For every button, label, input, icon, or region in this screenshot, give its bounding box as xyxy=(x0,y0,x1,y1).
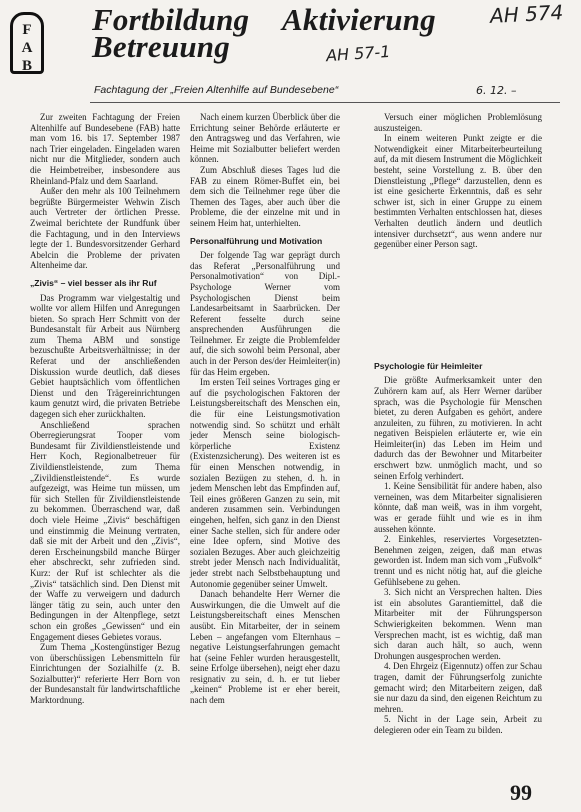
paragraph: Der folgende Tag war geprägt durch das Referat „Personalführung und Personalmotivation“ von Dipl.-Psychologe Werner vom Psychologischen Dienst beim Landesarbeitsamt in Saarbrücken. Der Referent fesselte durch seine ansprechenden Ausführungen die Teilnehmer. Er zeigte die Problemfelder auf, die sich sowohl beim Personal, aber auch in der Person des/der Heimleiter(in) für das Heim ergeben. xyxy=(190,250,340,377)
list-item: 3. Sich nicht an Versprechen halten. Dies ist ein absolutes Garantiemittel, daß die Mitarbeiter mit der Führungsperson Schwierigkeiten bekommen. Wenn man Versprechen macht, ist es wichtig, daß man sich daran auch hält, so auch, wenn Drohungen ausgesprochen werden. xyxy=(374,587,542,661)
paragraph: Danach behandelte Herr Werner die Auswirkungen, die die Umwelt auf die Leistungsbereitschaft eines Menschen ausübt. Ein Mitarbeiter, der in seinem Leben – angefangen vom Elternhaus – negative Leistungserfahrungen gemacht hat (seine Fehler wurden herausgestellt, seine Erfolge übersehen), neigt eher dazu resignativ zu sein, d. h. er tut lieber „keinen“ Probleme ist er eher bereit, nach dem xyxy=(190,589,340,706)
fab-logo xyxy=(10,12,44,74)
header-divider xyxy=(90,102,560,103)
logo-letter-f: F xyxy=(22,22,32,38)
paragraph: Außer den mehr als 100 Teilnehmern begrüßte Bürgermeister Wehwin Zisch auch Vertreter der örtlichen Presse. Zweimal berichtete der Rundfunk über die Fachtagung, und in den Interviews legte der 1. Bundesvorsitzender Gerhard Abelcin die Probleme der privaten Altenheime dar. xyxy=(30,186,180,271)
list-item: 4. Den Ehrgeiz (Eigennutz) offen zur Schau tragen, damit der Führungserfolg zunichte gemacht wird; den Mitarbeitern zeigen, daß sie nur dazu da sind, den eigenen Reichtum zu mehren. xyxy=(374,661,542,714)
list-item: 5. Nicht in der Lage sein, Arbeit zu delegieren oder ein Team zu bilden. xyxy=(374,714,542,735)
paragraph: Die größte Aufmerksamkeit unter den Zuhörern kam auf, als Herr Werner darüber sprach, was die Psychologie für Menschen bietet, zu deren Aufgaben es gehört, andere anzuleiten, zu führen, zu motivieren. In acht negativen Beispielen erläuterte er, wie ein Heimleiter(in) das Leben im Heim und dadurch das der Bewohner und Mitarbeiter erschwert bzw. unmöglich macht, und so seinen Erfolg verhindert. xyxy=(374,375,542,481)
section-heading-personalfuehrung: Personalführung und Motivation xyxy=(190,235,323,246)
title-line-2: Betreuung xyxy=(92,29,230,64)
title-line-1: Fortbildung Aktivierung xyxy=(92,2,436,37)
column-3 xyxy=(374,112,542,736)
paragraph: Zur zweiten Fachtagung der Freien Altenhilfe auf Bundesebene (FAB) hatte man vom 16. bis 17. September 1987 nach Trier eingeladen. Eingeladen waren nicht nur die Mitglieder, sondern auch die Heimbetreiber, insbesondere aus Rheinland-Pfalz und dem Saarland. xyxy=(30,112,180,186)
column-1 xyxy=(30,112,180,706)
list-item: 2. Einkehles, reserviertes Vorgesetzten-Benehmen zeigen, zeigen, daß man etwas geworden ist. Indem man sich vom „Fußvolk“ trennt und es nicht nötig hat, auf die gleiche Gefühlsebene zu gehen. xyxy=(374,534,542,587)
paragraph: Im ersten Teil seines Vortrages ging er auf die psychologischen Faktoren der Leistungsbereitschaft des Menschen ein, die für eine Leistungsmotivation notwendig sind. So schützt und erhält jeder Mensch seine biologisch-körperliche Existenz (Existenzsicherung). Des weiteren ist es für einen Menschen notwendig, in sozialen Bezügen zu stehen, d. h. in jedem Menschen lebt das Empfinden auf, Teil eines größeren Ganzen zu sein, mit anderen zusammen sein. Verbindungen eingehen, helfen, sich ganz in den Dienst einer Sache stellen, sich für andere oder eine Idee opfern, sind Motive des sozialen Bezuges. Aber auch gleichzeitig strebt jeder Mensch nach Individualität, jeder strebt nach Selbstbehauptung und Autonomie gegenüber seiner Umwelt. xyxy=(190,377,340,589)
paragraph: Zum Abschluß dieses Tages lud die FAB zu einem Römer-Buffet ein, bei dem sich die Teilnehmer rege über die Themen des Tages, aber auch über die Probleme, die der einzelne mit und in seinem Heim hat, unterhielten. xyxy=(190,164,340,228)
paragraph: Versuch einer möglichen Problemlösung auszusteigen. xyxy=(374,112,542,133)
paragraph: Das Programm war vielgestaltig und wollte vor allem Hilfen und Anregungen bieten. So sprach Herr Schmitt von der Bundesanstalt für Arbeit aus Nürnberg zum Thema ABM und sonstige bezuschußte Arbeitsverhältnisse; in der Referat und der anschließenden Diskussion wurde deutlich, daß dieses Gebiet hauptsächlich vom öffentlichen Dienst und den Trägereinrichtungen kaum genutzt wird, die privaten Betriebe dagegen sich eher zurückhalten. xyxy=(30,292,180,420)
logo-letter-a: A xyxy=(21,40,33,56)
handwritten-mark-middle: AH 57-1 xyxy=(325,41,391,66)
paragraph: Nach einem kurzen Überblick über die Errichtung seiner Behörde erläuterte er den Antragsweg und das Verfahren, wie Heime mit Sozialbutter beliefert werden können. xyxy=(190,112,340,165)
page-subtitle: Fachtagung der „Freien Altenhilfe auf Bundesebene“ xyxy=(94,84,339,96)
paragraph: In einem weiteren Punkt zeigte er die Notwendigkeit einer Mitarbeiterbeurteilung auf, da mit diesem Instrument die Möglichkeit besteht, seine Vorstellung z. B. über den Dienstleistung „Pflege“ darzustellen, denn es ist eine gesicherte Erkenntnis, daß es sehr schwer ist, sich in einer Gruppe zu einem bestimmten Verhalten entschlossen hat, dieses Verhalten deutlich ändern und deutlich intensiver durchsetzt“, aus wenn andere nur gegenüber einer Person sagt. xyxy=(374,133,542,250)
logo-letter-b: B xyxy=(21,58,32,74)
paragraph: Anschließend sprachen Oberregierungsrat Tooper vom Bundesamt für Zivildienstleistende und Herr Koch, Regionalbetreuer für Zivildienstleistende, zum Thema „Zivildienstleistende“. Es wurde aufgezeigt, was Heime tun müssen, um für sich Stellen für Zivildienstleistende zu bekommen. Überraschend war, daß doch viele Heime „Zivis“ beschäftigen und einstimmig die Meinung vertraten, daß sie mit der Arbeit und den „Zivis“, deren Erscheinungsbild manche Bürger eher abschreckt, sehr zufrieden sind. Kurz: der Ruf ist schlechter als die „Zivis“ tatsächlich sind. Den Dienst mit der Waffe zu verweigern und dadurch länger tätig zu sein, auch unter den Bedingungen in der Altenpflege, setzt schon ein großes „Gewissen“ und ein Engagement dieses Gebietes voraus. xyxy=(30,419,180,642)
column-gap xyxy=(374,250,542,354)
paragraph: Zum Thema „Kostengünstiger Bezug von überschüssigen Lebensmitteln für Einrichtungen der Sozialhilfe (z. B. Sozialbutter)“ referierte Herr Born von der Bundesanstalt für landwirtschaftliche Marktordnung. xyxy=(30,642,180,706)
list-item: 1. Keine Sensibilität für andere haben, also verneinen, was dem Mitarbeiter signalisieren könnte, daß man weiß, was in ihm vorgeht, was er gerade fühlt und wie es in ihm aussehen könnte. xyxy=(374,481,542,534)
page-number: 99 xyxy=(510,780,532,805)
handwritten-mark-top-right: AH 574 xyxy=(489,0,564,28)
section-heading-zivis: „Zivis“ – viel besser als ihr Ruf xyxy=(30,277,157,288)
column-2 xyxy=(190,112,340,706)
section-heading-psychologie: Psychologie für Heimleiter xyxy=(374,360,483,371)
handwritten-mark-date: 6. 12. – xyxy=(476,84,517,97)
